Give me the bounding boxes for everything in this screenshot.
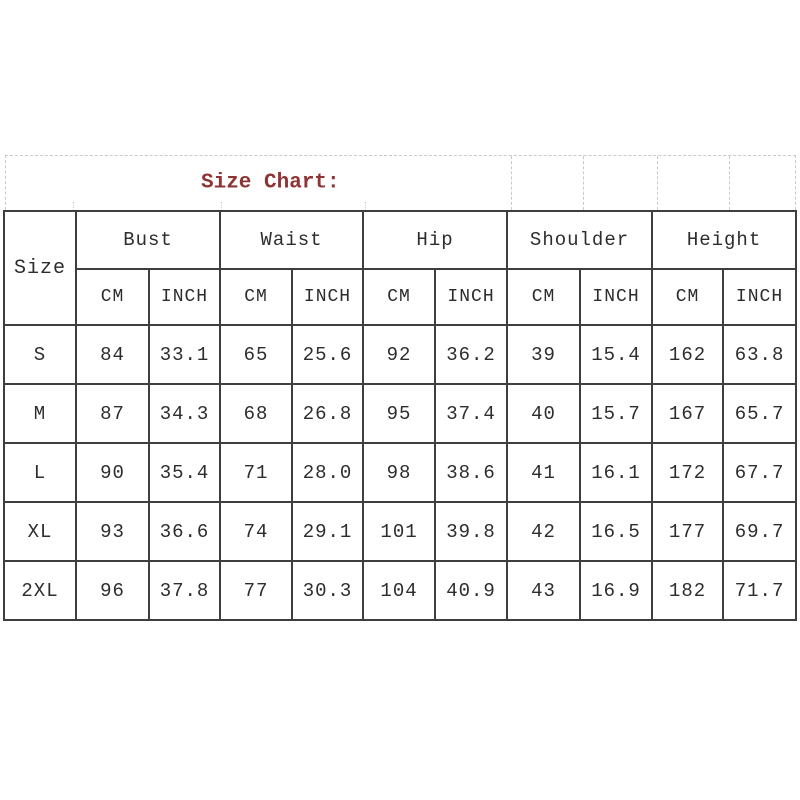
col-group-waist: Waist xyxy=(220,211,363,269)
table-row-m xyxy=(4,384,796,443)
unit-header-shoulder-cm: CM xyxy=(507,269,580,325)
cell-height-inch: 65.7 xyxy=(723,384,796,443)
cell-shoulder-cm: 40 xyxy=(507,384,580,443)
faint-grid-line xyxy=(511,156,512,210)
cell-height-inch: 71.7 xyxy=(723,561,796,620)
cell-waist-inch: 28.0 xyxy=(292,443,363,502)
cell-shoulder-cm: 39 xyxy=(507,325,580,384)
faint-grid-line xyxy=(583,156,584,210)
header-row-groups xyxy=(4,211,796,269)
col-group-hip: Hip xyxy=(363,211,507,269)
cell-hip-cm: 104 xyxy=(363,561,435,620)
cell-bust-cm: 84 xyxy=(76,325,149,384)
size-chart-table xyxy=(3,210,797,621)
faint-grid-line xyxy=(657,156,658,210)
cell-waist-cm: 71 xyxy=(220,443,292,502)
faint-grid-line xyxy=(729,156,730,210)
row-header-size: 2XL xyxy=(4,561,76,620)
unit-header-height-inch: INCH xyxy=(723,269,796,325)
cell-bust-cm: 93 xyxy=(76,502,149,561)
header-row-units xyxy=(4,269,796,325)
cell-hip-cm: 92 xyxy=(363,325,435,384)
cell-shoulder-inch: 16.9 xyxy=(580,561,652,620)
cell-shoulder-inch: 16.5 xyxy=(580,502,652,561)
cell-bust-inch: 37.8 xyxy=(149,561,220,620)
cell-shoulder-cm: 43 xyxy=(507,561,580,620)
unit-header-bust-inch: INCH xyxy=(149,269,220,325)
row-header-size: M xyxy=(4,384,76,443)
cell-bust-cm: 87 xyxy=(76,384,149,443)
cell-height-cm: 182 xyxy=(652,561,723,620)
cell-waist-inch: 25.6 xyxy=(292,325,363,384)
cell-hip-inch: 39.8 xyxy=(435,502,507,561)
cell-hip-inch: 40.9 xyxy=(435,561,507,620)
cell-height-cm: 177 xyxy=(652,502,723,561)
cell-shoulder-inch: 16.1 xyxy=(580,443,652,502)
row-header-size: S xyxy=(4,325,76,384)
cell-hip-inch: 38.6 xyxy=(435,443,507,502)
table-row-xl xyxy=(4,502,796,561)
cell-bust-inch: 34.3 xyxy=(149,384,220,443)
unit-header-height-cm: CM xyxy=(652,269,723,325)
table-row-l xyxy=(4,443,796,502)
unit-header-hip-inch: INCH xyxy=(435,269,507,325)
cell-hip-cm: 95 xyxy=(363,384,435,443)
cell-waist-cm: 68 xyxy=(220,384,292,443)
cell-waist-inch: 30.3 xyxy=(292,561,363,620)
cell-waist-cm: 77 xyxy=(220,561,292,620)
unit-header-waist-cm: CM xyxy=(220,269,292,325)
cell-waist-inch: 29.1 xyxy=(292,502,363,561)
cell-shoulder-cm: 42 xyxy=(507,502,580,561)
cell-height-inch: 63.8 xyxy=(723,325,796,384)
unit-header-shoulder-inch: INCH xyxy=(580,269,652,325)
unit-header-hip-cm: CM xyxy=(363,269,435,325)
cell-bust-cm: 96 xyxy=(76,561,149,620)
row-header-size: L xyxy=(4,443,76,502)
unit-header-waist-inch: INCH xyxy=(292,269,363,325)
cell-bust-inch: 36.6 xyxy=(149,502,220,561)
cell-hip-inch: 36.2 xyxy=(435,325,507,384)
col-header-size: Size xyxy=(4,211,76,325)
cell-hip-inch: 37.4 xyxy=(435,384,507,443)
unit-header-bust-cm: CM xyxy=(76,269,149,325)
cell-hip-cm: 98 xyxy=(363,443,435,502)
faint-grid-tick xyxy=(73,202,74,210)
cell-height-inch: 67.7 xyxy=(723,443,796,502)
faint-grid-tick xyxy=(365,202,366,210)
cell-height-cm: 162 xyxy=(652,325,723,384)
col-group-shoulder: Shoulder xyxy=(507,211,652,269)
cell-hip-cm: 101 xyxy=(363,502,435,561)
col-group-bust: Bust xyxy=(76,211,220,269)
cell-height-cm: 172 xyxy=(652,443,723,502)
cell-bust-cm: 90 xyxy=(76,443,149,502)
cell-height-cm: 167 xyxy=(652,384,723,443)
cell-shoulder-inch: 15.7 xyxy=(580,384,652,443)
table-row-s xyxy=(4,325,796,384)
page-title: Size Chart: xyxy=(201,171,340,195)
cell-waist-cm: 74 xyxy=(220,502,292,561)
cell-shoulder-inch: 15.4 xyxy=(580,325,652,384)
col-group-height: Height xyxy=(652,211,796,269)
title-band xyxy=(5,155,796,210)
cell-shoulder-cm: 41 xyxy=(507,443,580,502)
cell-waist-cm: 65 xyxy=(220,325,292,384)
faint-grid-tick xyxy=(221,202,222,210)
cell-height-inch: 69.7 xyxy=(723,502,796,561)
cell-waist-inch: 26.8 xyxy=(292,384,363,443)
table-row-2xl xyxy=(4,561,796,620)
cell-bust-inch: 33.1 xyxy=(149,325,220,384)
cell-bust-inch: 35.4 xyxy=(149,443,220,502)
row-header-size: XL xyxy=(4,502,76,561)
